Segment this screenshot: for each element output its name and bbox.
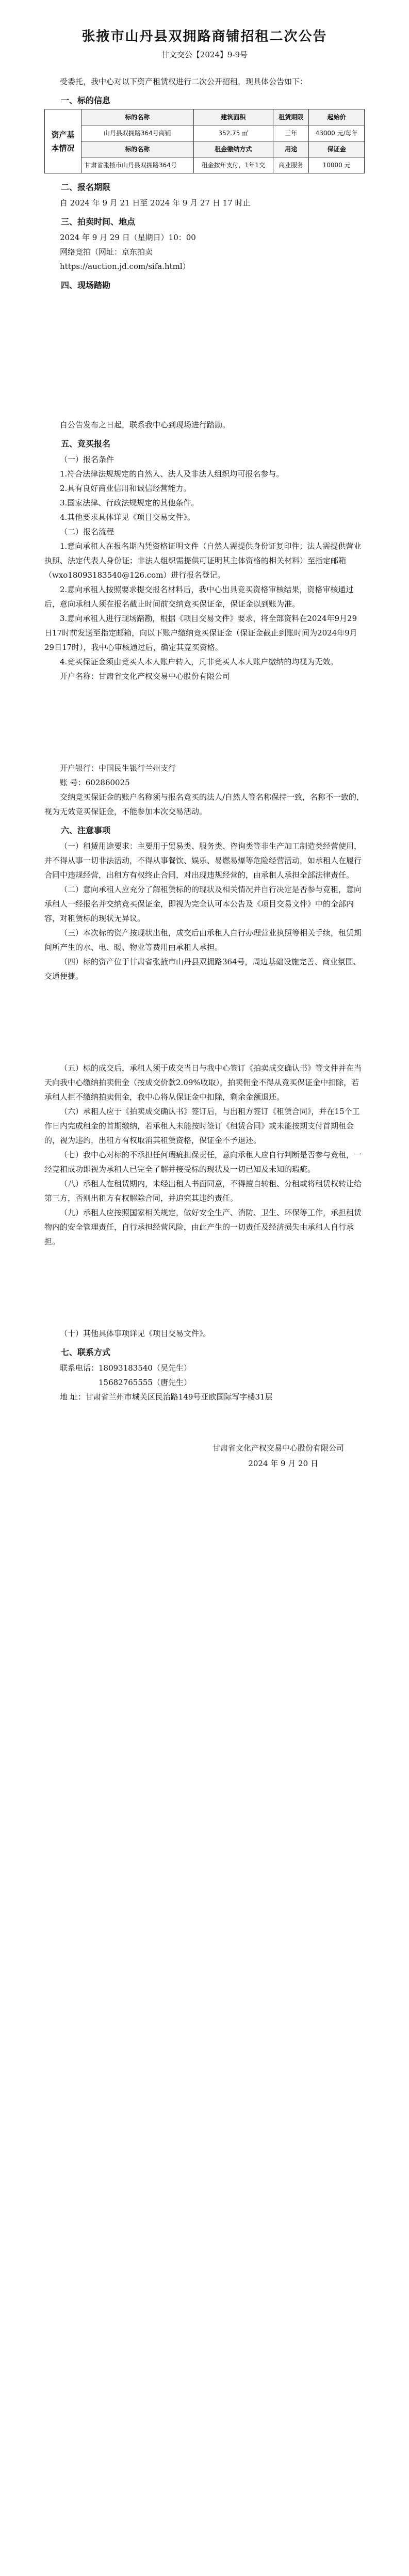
blank-area bbox=[44, 983, 365, 1061]
list-item: 3.国家法律、行政法规规定的其他条件。 bbox=[60, 498, 199, 507]
intro-paragraph: 受委托，我中心对以下资产租赁权进行二次公开招租，现具体公告如下： bbox=[60, 77, 308, 86]
table-row bbox=[45, 109, 365, 125]
contact-phone-1: 联系电话：18093183540（吴先生） bbox=[60, 1363, 191, 1373]
blank-area bbox=[44, 1404, 365, 1440]
table-cell: 10000 元 bbox=[309, 157, 365, 173]
blank-area bbox=[44, 683, 365, 761]
auction-url[interactable]: https://auction.jd.com/sifa.html） bbox=[60, 262, 190, 271]
contact-address: 地 址：甘肃省兰州市城关区民治路149号亚欧国际写字楼31层 bbox=[60, 1392, 273, 1402]
list-item: 1.符合法律法规规定的自然人、法人及非法人组织均可报名参与。 bbox=[60, 469, 284, 479]
list-item: 2.具有良好商业信用和诚信经营能力。 bbox=[60, 484, 191, 493]
table-header-cell: 保证金 bbox=[309, 141, 365, 157]
account-number: 账 号：602860025 bbox=[60, 778, 130, 787]
registration-period: 自 2024 年 9 月 21 日至 2024 年 9 月 27 日 17 时止 bbox=[60, 198, 251, 208]
contact-phone-2: 15682765555（唐先生） bbox=[99, 1378, 191, 1387]
issuer-signature: 甘肃省文化产权交易中心股份有限公司 bbox=[212, 1443, 344, 1453]
list-item: （三）本次标的资产按现状出租，成交后由承租人自行办理营业执照等相关手续，租赁期间所产生的水、电、暖、物业等费用由承租人承担。 bbox=[44, 928, 362, 952]
table-header-cell: 建筑面积 bbox=[193, 109, 273, 125]
auction-time: 2024 年 9 月 29 日（星期日）10：00 bbox=[60, 233, 196, 242]
table-cell: 三年 bbox=[273, 125, 309, 141]
site-visit-text: 自公告发布之日起，联系我中心到现场进行踏勘。 bbox=[60, 420, 231, 430]
blank-area bbox=[44, 1249, 365, 1326]
list-item: （九）承租人应按照国家相关规定，做好安全生产、消防、卫生、环保等工作，承担租赁物内的安全管理责任，自行承担经营风险，由此产生的一切责任及经济损失由承租人自行承担。 bbox=[44, 1208, 362, 1246]
table-cell: 43000 元/每年 bbox=[309, 125, 365, 141]
list-item: （七）我中心对标的不承担任何瑕疵担保责任，意向承租人应自行判断是否参与竞租，一经竞租成功即视为承租人已完全了解并接受标的现状及一切已知及未知的瑕疵。 bbox=[44, 1150, 362, 1174]
table-cell: 甘肃省张掖市山丹县双拥路364号 bbox=[81, 157, 194, 173]
document-number: 甘文交公【2024】9-9号 bbox=[161, 50, 248, 59]
account-bank: 开户银行：中国民生银行兰州支行 bbox=[60, 764, 176, 773]
section-heading-5: 五、竞买报名 bbox=[61, 439, 111, 449]
blank-area bbox=[44, 294, 365, 418]
list-item: （十）其他具体事项详见《项目交易文件》。 bbox=[60, 1329, 211, 1338]
section-heading-2: 二、报名期限 bbox=[61, 182, 111, 192]
table-header-cell: 标的名称 bbox=[81, 109, 194, 125]
list-item: （五）标的成交后，承租人须于成交当日与我中心签订《拍卖成交确认书》等文件并在当天向我中心缴纳拍卖佣金（按成交价款2.09%收取），拍卖佣金不得从竞买保证金中扣除，若承租人拒不缴纳拍卖佣金，我中心将从保证金中扣除，剩余金额退还。 bbox=[44, 1063, 362, 1102]
issue-date: 2024 年 9 月 20 日 bbox=[248, 1459, 318, 1468]
subsection-title: （一）报名条件 bbox=[60, 455, 114, 464]
table-side-label: 资产基本情况 bbox=[45, 109, 81, 173]
list-item: （六）承租人应于《拍卖成交确认书》签订后，与出租方签订《租赁合同》，并在15个工作日内完成租金的首期缴纳，若承租人未能按时签订《租赁合同》或未能按期支付首期租金的，视为违约，出租方有权取消其租赁资格，保证金不予退还。 bbox=[44, 1107, 360, 1145]
page-title: 张掖市山丹县双拥路商铺招租二次公告 bbox=[81, 29, 328, 44]
table-row bbox=[45, 157, 365, 173]
list-item: （二）意向承租人应充分了解租赁标的的现状及相关情况并自行决定是否参与竞租，意向承租人一经报名并交纳竞买保证金，即视为完全认可本公告及《项目交易文件》中的全部内容，对租赁标的现状无异议。 bbox=[44, 885, 362, 923]
list-item: （四）标的资产位于甘肃省张掖市山丹县双拥路364号，周边基础设施完善、商业氛围、交通便捷。 bbox=[44, 957, 361, 981]
section-heading-1: 一、标的信息 bbox=[61, 96, 111, 105]
section-heading-6: 六、注意事项 bbox=[61, 825, 111, 835]
auction-platform: 网络竞拍（网址：京东拍卖 bbox=[60, 247, 153, 257]
table-header-cell: 用途 bbox=[273, 141, 309, 157]
table-header-cell: 标的名称 bbox=[81, 141, 194, 157]
table-header-cell: 起始价 bbox=[309, 109, 365, 125]
table-cell: 商业服务 bbox=[273, 157, 309, 173]
table-cell: 352.75 ㎡ bbox=[193, 125, 273, 141]
deposit-note: 交纳竞买保证金的账户名称须与报名竞买的法人/自然人等名称保持一致，名称不一致的，视为无效竞买保证金，不能参加本次交易活动。 bbox=[44, 792, 365, 816]
table-row bbox=[45, 125, 365, 141]
subsection-title: （二）报名流程 bbox=[60, 527, 114, 536]
list-item: （一）租赁用途要求：主要用于贸易类、服务类、咨询类等非生产加工制造类经营使用，并不得从事一切非法活动，不得从事餐饮、娱乐、易燃易爆等危险经营活动，如承租人在履行合同中违规经营，出租方有权终止合同，对出现违规经营的，由承租人承担全部法律责任。 bbox=[44, 841, 362, 880]
list-item: 1.意向承租人在报名期内凭资格证明文件（自然人需提供身份证复印件；法人需提供营业执照、法定代表人身份证；非法人组织需提供可证明其主体资格的相关材料）至指定邮箱（wxo18093183540@126.com）进行报名登记。 bbox=[44, 542, 362, 580]
table-cell: 山丹县双拥路364号商铺 bbox=[81, 125, 194, 141]
table-row bbox=[45, 141, 365, 157]
list-item: 3.意向承租人进行现场踏勘，根据《项目交易文件》要求，将全部资料在2024年9月29日17时前发送至指定邮箱，向以下账户缴纳竞买保证金（保证金截止到账时间为2024年9月29日17时），我中心审核通过后，确定其竞买资格。 bbox=[44, 614, 357, 652]
section-heading-4: 四、现场踏勘 bbox=[61, 280, 111, 290]
list-item: 2.意向承租人按照要求提交报名材料后，我中心出具竞买资格审核结果，资格审核通过后，意向承租人须在报名截止时间前交纳竞买保证金，保证金以到账为准。 bbox=[44, 585, 354, 609]
list-item: 4.其他要求具体详见《项目交易文件》。 bbox=[60, 513, 195, 522]
section-heading-3: 三、拍卖时间、地点 bbox=[61, 217, 136, 227]
asset-table bbox=[44, 109, 365, 173]
table-header-cell: 租金缴纳方式 bbox=[193, 141, 273, 157]
table-cell: 租金按年支付，1年1交 bbox=[193, 157, 273, 173]
account-name: 开户名称：甘肃省文化产权交易中心股份有限公司 bbox=[60, 672, 231, 681]
section-heading-7: 七、联系方式 bbox=[61, 1347, 111, 1357]
list-item: 4.竞买保证金须由竞买人本人账户转入，凡非竞买人本人账户缴纳的均视为无效。 bbox=[60, 657, 338, 666]
list-item: （八）承租人在租赁期内，未经出租人书面同意，不得擅自转租、分租或将租赁权转让给第三方，否则出租方有权解除合同，并追究其违约责任。 bbox=[44, 1179, 362, 1203]
table-header-cell: 租赁期限 bbox=[273, 109, 309, 125]
